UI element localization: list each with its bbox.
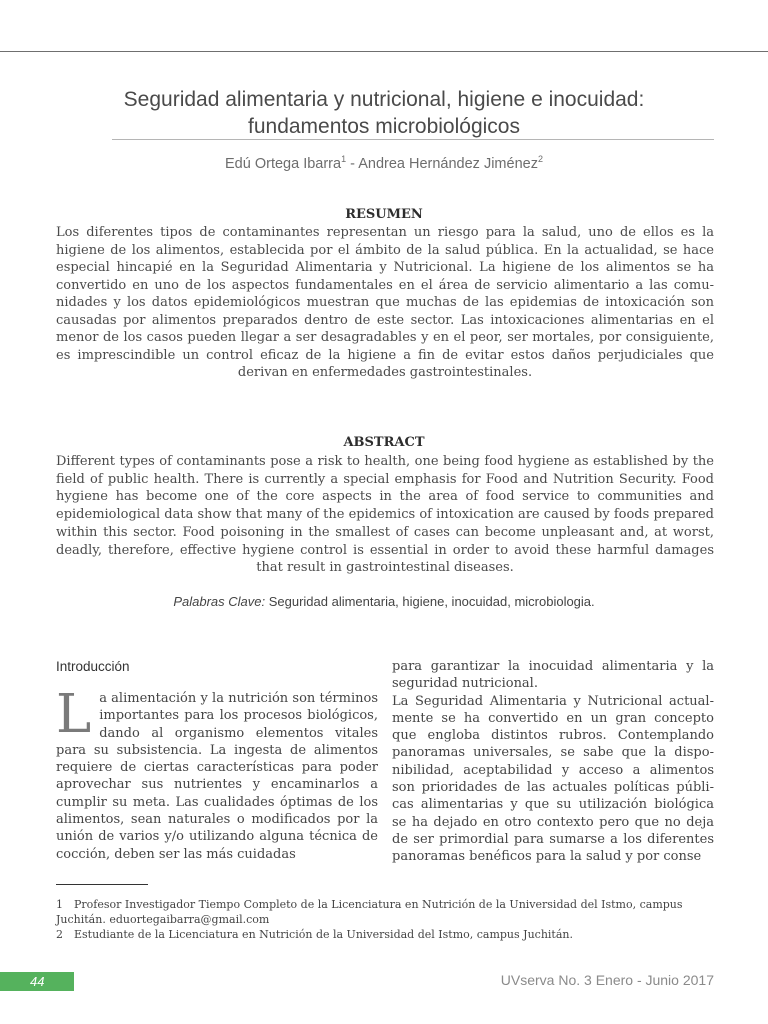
author-list [60,154,708,172]
footnotes [56,897,714,942]
author-separator: - [346,155,359,172]
footnote-1-text: Profesor Investigador Tiempo Completo de la Licenciatura en Nutrición de la Universidad del Istmo, campus Juchitán. eduortegaibarra@gmail.com [56,898,683,926]
footnote-rule [56,884,148,885]
introduction-heading: Introducción [56,659,130,674]
right-column [392,658,714,866]
left-column [56,684,378,863]
author-2-affiliation-marker[interactable]: 2 [537,154,543,164]
intro-paragraph-right-2: La Seguridad Alimentaria y Nutricional actualmente se ha convertido en un gran concepto que engloba distintos rubros. Contemplando panoramas universales, se sabe que la disponibilidad, aceptabilidad y acceso a alimentos son prioridades de las actuales políticas públicas alimentarias y que su utilización biológica se ha dejado en otro contexto pero que no deja de ser primordial para sumarse a los diferentes panoramas benéficos para la salud y por conse [392,693,714,865]
resumen-heading: RESUMEN [345,207,423,222]
footnote-1 [56,897,714,927]
resumen-body: Los diferentes tipos de contaminantes representan un riesgo para la salud, uno de ellos es la higiene de los alimentos, establecida por el ámbito de la salud pública. En la actualidad, se hace especial hincapié en la Seguridad Alimentaria y Nutricional. La higiene de los alimentos se ha convertido en uno de los aspectos fundamentales en el área de servicio alimentario a las comunidades y los datos epidemiológicos muestran que muchas de las epidemias de intoxicación son causadas por alimentos preparados dentro de este sector. Las intoxicaciones alimentarias en el menor de los casos pueden llegar a ser desagradables y en el peor, ser mortales, por consiguiente, es imprescindible un control eficaz de la higiene a fin de evitar estos daños perjudiciales que derivan en enfermedades gastrointestinales. [56,225,714,380]
drop-cap: L [56,684,92,745]
footnote-1-number: 1 [56,898,63,911]
abstract-body: Different types of contaminants pose a risk to health, one being food hygiene as established by the field of public health. There is currently a special emphasis for Food and Nutrition Security. Food hygiene has become one of the core aspects in the area of food service to communities and epidemiological data show that many of the epidemics of intoxication are caused by foods prepared within this sector. Food poisoning in the smallest of cases can become unpleasant and, at worst, deadly, therefore, effective hygiene control is essential in order to avoid these harmful damages that result in gastrointestinal diseases. [56,454,714,576]
paper-title-line-1: Seguridad alimentaria y nutricional, higiene e inocuidad: [123,88,645,111]
abstract-heading: ABSTRACT [343,435,425,450]
keywords-label: Palabras Clave: [173,594,266,609]
author-1-affiliation-marker[interactable]: 1 [341,154,347,164]
footnote-2-text: Estudiante de la Licenciatura en Nutrición de la Universidad del Istmo, campus Juchitán. [74,928,573,941]
footnote-2 [56,927,714,942]
journal-info: UVserva No. 3 Enero - Junio 2017 [500,972,714,988]
paper-title [60,86,708,140]
footnote-2-number: 2 [56,928,63,941]
keywords-line [0,594,768,609]
title-rule [112,139,714,140]
keywords-text: Seguridad alimentaria, higiene, inocuidad, microbiologia. [265,594,595,609]
author-1-name: Edú Ortega Ibarra [225,155,342,172]
author-2-name: Andrea Hernández Jiménez [358,155,538,172]
page-number-badge: 44 [0,972,74,991]
intro-paragraph-left: a alimentación y la nutrición son términos importantes para los procesos biológicos, dando al organismo elementos vitales para su subsistencia. La ingesta de alimentos requiere de ciertas características para poder aprovechar sus nutrientes y encaminarlos a cumplir su meta. Las cualidades óptimas de los alimentos, sean naturales o modificados por la unión de varios y/o utilizando alguna técnica de cocción, deben ser las más cuidadas [56,691,378,862]
header-rule [0,51,768,52]
paper-title-line-2: fundamentos microbiológicos [248,115,520,138]
intro-paragraph-right-1: para garantizar la inocuidad alimentaria y la seguridad nutricional. [392,659,714,692]
